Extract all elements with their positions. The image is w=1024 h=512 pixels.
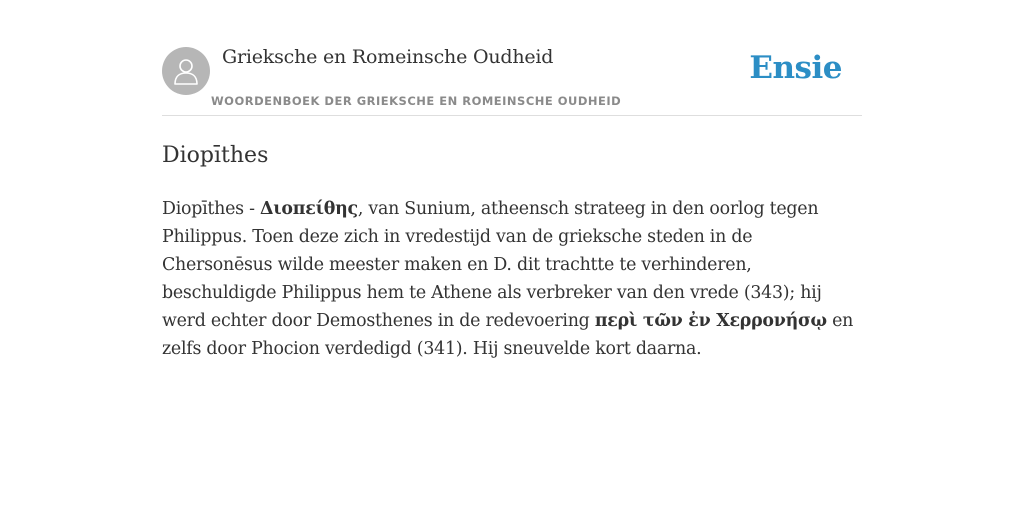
entry-text: , van Sunium, atheensch strateeg in den oorlog tegen Philippus. Toen deze zich in vredestijd van de grieksche steden in de Chersonēsus wilde meester maken en D. dit trachtte te verhinderen, beschuldigde Philippus hem te Athene als verbreker van den vrede (343); hij werd echter door Demosthenes in de redevoering <box>162 199 822 331</box>
site-header <box>162 46 862 116</box>
site-name[interactable]: Grieksche en Romeinsche Oudheid <box>222 46 554 68</box>
avatar[interactable] <box>162 47 210 95</box>
entry-text: Diopīthes - <box>162 199 261 219</box>
entry-title: Diopīthes <box>162 143 269 168</box>
entry-text: en zelfs door Phocion verdedigd (341). Hij sneuvelde kort daarna. <box>162 311 854 359</box>
brand-logo[interactable]: Ensie <box>749 50 842 86</box>
greek-term: Διοπείθης <box>260 199 358 219</box>
page <box>162 0 862 363</box>
site-subtitle: WOORDENBOEK DER GRIEKSCHE EN ROMEINSCHE OUDHEID <box>211 94 622 108</box>
user-icon <box>173 57 199 85</box>
greek-term: περὶ τῶν ἐν Χερρονήσῳ <box>594 311 827 331</box>
entry-body <box>162 195 862 363</box>
